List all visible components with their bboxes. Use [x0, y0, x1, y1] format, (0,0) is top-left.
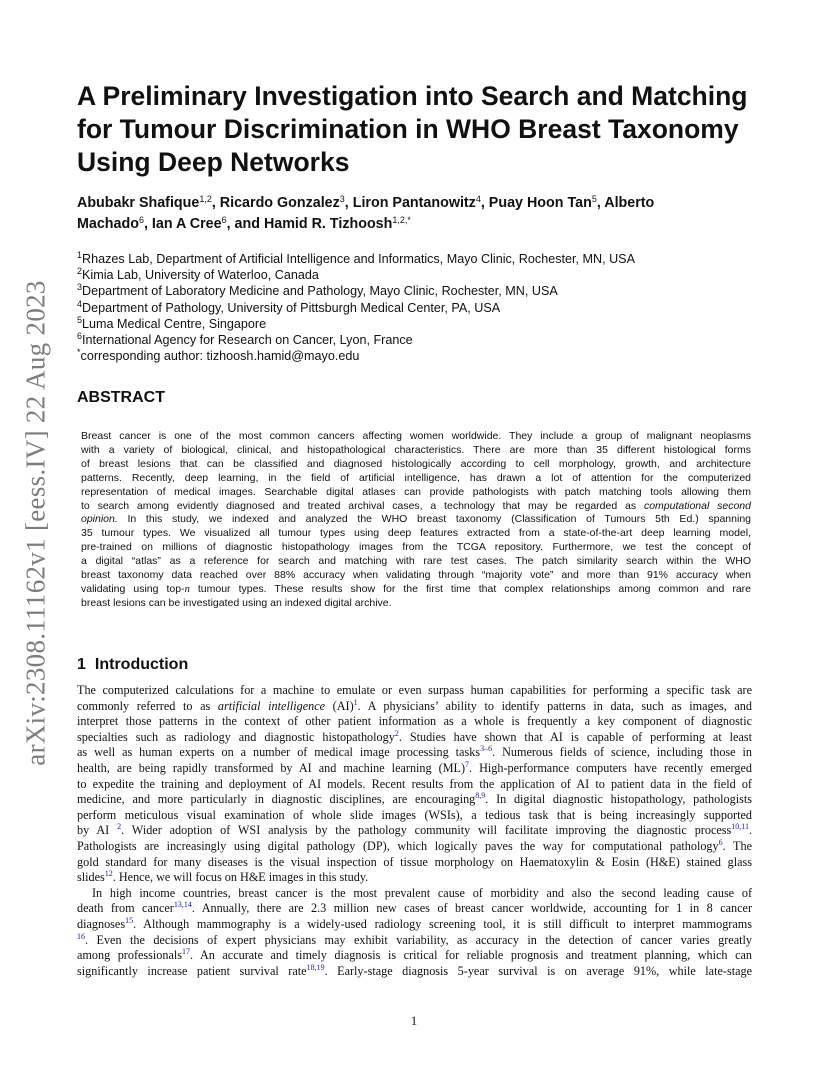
body-line [77, 964, 752, 980]
author-line [77, 193, 767, 214]
body-text: specialties such as radiology and diagnostic histopathology [77, 729, 395, 744]
affiliation-sup: * [77, 347, 81, 358]
author-affil-sup: 1,2,* [392, 215, 411, 225]
abstract-line: Breast cancer is one of the most common cancers affecting women worldwide. They include a group of malignant neoplasms [81, 430, 751, 442]
arxiv-stamp: arXiv:2308.11162v1 [eess.IV] 22 Aug 2023 [20, 280, 51, 766]
title-line: A Preliminary Investigation into Search and Matching [77, 81, 748, 111]
abstract-line [81, 500, 751, 514]
affiliation-text: Department of Laboratory Medicine and Pathology, Mayo Clinic, Rochester, MN, USA [82, 284, 558, 299]
author-line [77, 214, 767, 235]
body-line: to expedite the training and deployment of AI models. Recent results from the application of AI to patient data in the field of [77, 776, 752, 791]
body-text: . Studies have shown that AI is capable of performing at least [398, 729, 752, 744]
citation-link[interactable]: 2 [394, 728, 399, 738]
citation-link[interactable]: 1 [353, 697, 358, 707]
title-line: Using Deep Networks [77, 147, 350, 177]
abstract-emphasis: n [184, 583, 190, 595]
section-heading-introduction [77, 656, 188, 674]
affiliation [77, 283, 635, 299]
body-line [77, 699, 752, 715]
affiliation-text: Luma Medical Centre, Singapore [82, 316, 267, 331]
author-affil-sup: 3 [339, 194, 345, 204]
abstract-line: breast taxonomy data reached over 88% accuracy when validating through “majority vote” and more than 91% accuracy when [81, 569, 751, 582]
abstract-line: pre-trained on millions of diagnostic histopathology images from the TCGA repository. Furthermore, we test the concept of [81, 541, 751, 554]
abstract-line: breast lesions can be investigated using an indexed digital archive. [81, 596, 392, 609]
corresponding-author [77, 348, 635, 364]
abstract-line [81, 583, 751, 597]
author-name: , Alberto [596, 195, 655, 211]
citation-link[interactable]: 6 [718, 837, 723, 847]
body-line [77, 870, 752, 886]
abstract-line: representation of medical images. Searchable digital atlases can provide pathologists with patch matching tools allowing them [81, 485, 751, 498]
author-affil-sup: 6 [138, 215, 144, 225]
affiliation [77, 267, 635, 283]
affiliation-sup: 2 [77, 266, 83, 277]
affiliation [77, 332, 635, 348]
affiliation-sup: 6 [77, 331, 83, 342]
affiliation-text: Kimia Lab, University of Waterloo, Canada [82, 268, 319, 283]
body-text: . Annually, there are 2.3 million new cases of breast cancer worldwide, accounting for 1 in 8 cancer [191, 901, 753, 916]
body-text: . An accurate and timely diagnosis is critical for reliable prognosis and treatment planning, which can [190, 948, 752, 963]
body-text: . Wider adoption of WSI analysis by the pathology community will facilitate improving the diagnostic process [121, 823, 732, 838]
body-text: . A physicians’ ability to identify patterns in data, such as images, and [357, 698, 752, 713]
body-line [77, 761, 752, 777]
citation-link[interactable]: 17 [182, 947, 191, 957]
abstract-line: a digital “atlas” as a reference for search and matching with rare test cases. The patch similarity search within the WHO [81, 555, 751, 568]
abstract-text: to search among evidently diagnosed and treated archival cases, a technology that may be regarded as [81, 499, 637, 512]
citation-link[interactable]: 18,19 [306, 962, 325, 972]
citation-link[interactable]: 2 [117, 822, 122, 832]
author-name: , Ricardo Gonzalez [211, 195, 340, 211]
citation-link[interactable]: 8,9 [475, 791, 486, 801]
abstract-line: of breast lesions that can be classified and diagnosed histologically according to cell morphology, growth, and architecture [81, 457, 751, 470]
citation-link[interactable]: 7 [465, 759, 470, 769]
body-text: . High-performance computers have recently emerged [469, 760, 752, 775]
body-text: . Hence, we will focus on H&E images in this study. [112, 870, 369, 885]
body-text: commonly referred to as [77, 698, 218, 713]
abstract-emphasis: opinion. [81, 513, 118, 526]
author-name: Machado [77, 216, 139, 232]
citation-link[interactable]: 3–6 [480, 744, 493, 754]
paper-title [77, 80, 777, 179]
abstract-emphasis: computational second [643, 499, 751, 512]
body-line [77, 933, 752, 949]
body-line [77, 901, 752, 917]
author-affil-sup: 5 [591, 194, 597, 204]
abstract-line: patterns. Recently, deep learning, in the field of artificial intelligence, has drawn a lot of attention for the computerized [81, 471, 751, 484]
body-text: . Early-stage diagnosis 5-year survival is on average 91%, while late-stage [324, 963, 752, 978]
author-name: Abubakr Shafique [77, 195, 200, 211]
section-title: Introduction [94, 656, 189, 673]
author-affil-sup: 1,2 [199, 194, 212, 204]
affiliation-sup: 4 [77, 298, 83, 309]
author-affil-sup: 6 [221, 215, 227, 225]
body-line: The computerized calculations for a machine to emulate or even surpass human capabilities for performing a specific task are [77, 683, 752, 697]
body-text: among professionals [77, 948, 183, 963]
body-emphasis: artificial intelligence [217, 698, 326, 713]
body-text: death from cancer [77, 901, 174, 916]
abstract-text: validating using top- [81, 582, 185, 595]
affiliation [77, 300, 635, 316]
citation-link[interactable]: 15 [125, 915, 134, 925]
body-text: significantly increase patient survival rate [77, 963, 307, 978]
page-number: 1 [410, 1014, 418, 1028]
body-text: Pathologists are increasingly using digital pathology (DP), which logically paves the way for computational pathology [77, 838, 719, 853]
affiliation-text: corresponding author: tizhoosh.hamid@mayo.edu [80, 349, 360, 364]
author-name: , Liron Pantanowitz [344, 195, 476, 211]
body-line [77, 745, 752, 761]
affiliation-text: Rhazes Lab, Department of Artificial Intelligence and Informatics, Mayo Clinic, Rochester, MN, USA [82, 252, 635, 266]
affiliation-sup: 5 [77, 314, 83, 325]
abstract-line [81, 513, 751, 527]
body-line: interpret those patterns in the context of other patient information as a whole is frequently a key component of diagnostic [77, 714, 752, 729]
affiliation-list [77, 251, 635, 364]
citation-link[interactable]: 12 [104, 869, 113, 879]
title-line: for Tumour Discrimination in WHO Breast Taxonomy [77, 114, 739, 144]
body-text: . The [722, 838, 752, 853]
body-text: . [748, 823, 753, 838]
body-text: diagnoses [77, 916, 126, 931]
author-name: , Ian A Cree [143, 216, 222, 232]
body-line [77, 730, 752, 746]
affiliation-sup: 1 [77, 250, 83, 260]
abstract-line: with a variety of biological, clinical, and histopathological characteristics. There are more than 35 different histological forms [81, 443, 751, 456]
citation-link[interactable]: 10,11 [731, 822, 749, 832]
affiliation [77, 316, 635, 332]
body-text: . In digital diagnostic histopathology, pathologists [485, 792, 753, 807]
affiliation-sup: 3 [77, 282, 83, 293]
abstract-heading: ABSTRACT [77, 389, 165, 406]
author-name: , Puay Hoon Tan [480, 195, 592, 211]
abstract-line: 35 tumour types. We visualized all tumour types using deep features extracted from a state-of-the-art deep learning model, [81, 527, 751, 540]
author-affil-sup: 4 [475, 194, 481, 204]
citation-link[interactable]: 13,14 [173, 900, 192, 910]
body-line: perform meticulous visual examination of whole slide images (WSIs), a tedious task that is being increasingly supported [77, 807, 752, 822]
body-line [77, 948, 752, 964]
body-line [77, 792, 752, 808]
body-text: slides [77, 870, 105, 885]
body-line [77, 823, 752, 839]
body-text: as well as human experts on a number of medical image processing tasks [77, 745, 481, 760]
body-text: (AI) [325, 698, 354, 713]
author-name: , and Hamid R. Tizhoosh [226, 216, 393, 232]
body-line [77, 917, 752, 933]
body-text: . Although mammography is a widely-used radiology screening tool, it is still difficult to interpret mammograms [133, 916, 752, 931]
citation-link[interactable]: 16 [77, 931, 85, 941]
body-line: gold standard for many diseases is the visual inspection of tissue morphology on Haematoxylin & Eosin (H&E) stained glass [77, 854, 752, 869]
affiliation-text: Department of Pathology, University of Pittsburgh Medical Center, PA, USA [82, 300, 501, 315]
introduction-body [77, 683, 752, 979]
abstract-body [81, 430, 751, 611]
body-text: . Numerous fields of science, including those in [492, 745, 753, 760]
body-line: In high income countries, breast cancer is the most prevalent cause of morbidity and also the second leading cause of [92, 885, 752, 900]
affiliation [77, 251, 635, 267]
body-text: . Even the decisions of expert physicians may exhibit variability, as accuracy in the detection of cancer varies greatly [85, 932, 752, 947]
body-text: health, are being rapidly transformed by AI and machine learning (ML) [77, 760, 466, 775]
author-list [77, 193, 767, 235]
abstract-text: tumour types. These results show for the first time that complex relationships among common and rare [189, 582, 751, 595]
body-text: by AI [77, 823, 118, 838]
abstract-text: In this study, we indexed and analyzed the WHO breast taxonomy (Classification of Tumours 5th Ed.) spanning [127, 513, 752, 526]
body-line [77, 839, 752, 855]
section-number: 1 [77, 656, 86, 673]
body-text: medicine, and more particularly in diagnostic disciplines, are encouraging [77, 792, 476, 807]
affiliation-text: International Agency for Research on Cancer, Lyon, France [82, 333, 413, 348]
